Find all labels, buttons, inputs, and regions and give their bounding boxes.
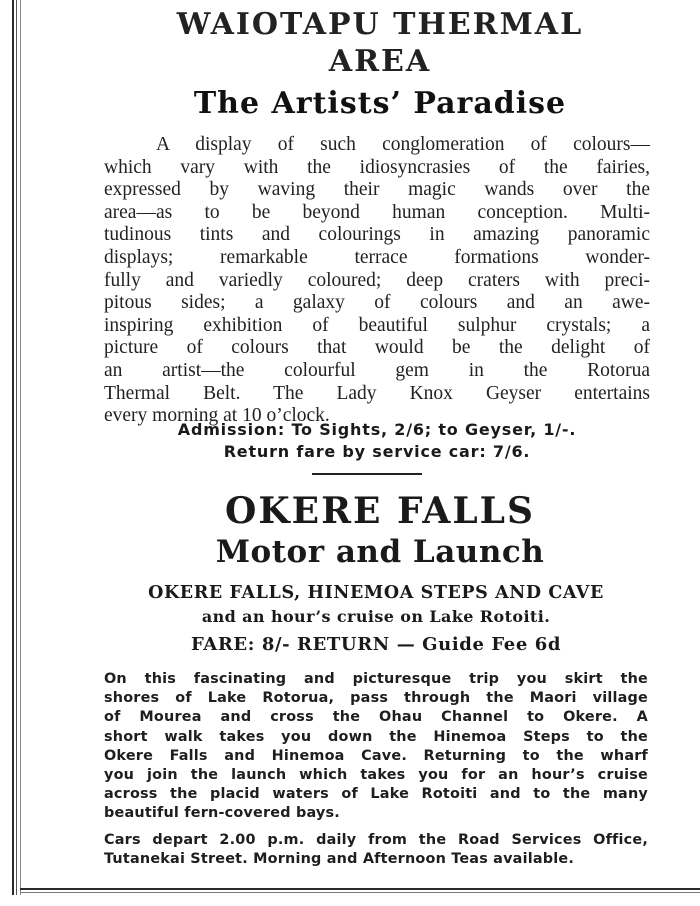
body-line: short walk takes you down the Hinemoa Steps to the (104, 728, 648, 745)
waiotapu-title-line2: AREA (328, 44, 432, 79)
departure-line: Cars depart 2.00 p.m. daily from the Road Services Office, (104, 832, 648, 848)
body-line: On this fascinating and picturesque trip you skirt the (104, 671, 648, 687)
waiotapu-title-line1: WAIOTAPU THERMAL (176, 7, 584, 42)
column-rule (20, 0, 21, 895)
departure-line: Tutanekai Street. Morning and Afternoon Teas available. (104, 851, 575, 868)
body-line: every morning at 10 o’clock. (104, 405, 330, 427)
column-rule (16, 0, 17, 895)
body-line: A display of such conglomeration of colours— (156, 134, 650, 155)
body-line: fully and variedly coloured; deep craters with preci- (104, 269, 650, 291)
waiotapu-subtitle: The Artists’ Paradise (193, 86, 567, 121)
okere-departure (104, 831, 648, 869)
okere-fare: FARE: 8/- RETURN — Guide Fee 6d (190, 634, 562, 655)
bottom-rule (20, 888, 700, 890)
okere-subtitle: Motor and Launch (215, 534, 545, 570)
body-line: shores of Lake Rotorua, pass through the Maori village (104, 690, 648, 707)
body-line: Thermal Belt. The Lady Knox Geyser entertains (104, 382, 650, 404)
body-line: an artist—the colourful gem in the Rotorua (104, 359, 650, 381)
column-rule (12, 0, 14, 895)
bottom-rule (20, 892, 700, 893)
body-line: beautiful fern-covered bays. (104, 805, 340, 822)
body-line: Okere Falls and Hinemoa Cave. Returning to the wharf (104, 747, 648, 764)
body-line: picture of colours that would be the delight of (104, 337, 650, 359)
body-line: expressed by waving their magic wands over the (104, 179, 650, 201)
section-divider (312, 473, 422, 475)
waiotapu-body (104, 134, 650, 428)
body-line: which vary with the idiosyncrasies of the fairies, (104, 156, 650, 178)
body-line: of Mourea and cross the Ohau Channel to Okere. A (104, 709, 648, 726)
waiotapu-return-fare: Return fare by service car: 7/6. (223, 442, 531, 461)
body-line: tudinous tints and colourings in amazing panoramic (104, 224, 650, 246)
body-line: you join the launch which takes you for an hour’s cruise (104, 767, 648, 784)
okere-title: OKERE FALLS (225, 490, 535, 532)
body-line: across the placid waters of Lake Rotoiti and to the many (104, 786, 648, 803)
okere-cruise: and an hour’s cruise on Lake Rotoiti. (201, 607, 551, 626)
body-line: area—as to be beyond human conception. Multi- (104, 201, 650, 223)
body-line: pitous sides; a galaxy of colours and an awe- (104, 292, 650, 314)
body-line: inspiring exhibition of beautiful sulphur crystals; a (104, 314, 650, 336)
body-line: displays; remarkable terrace formations wonder- (104, 246, 650, 268)
okere-route: OKERE FALLS, HINEMOA STEPS AND CAVE (148, 583, 604, 603)
okere-body (104, 670, 648, 824)
waiotapu-admission: Admission: To Sights, 2/6; to Geyser, 1/-. (177, 420, 577, 439)
